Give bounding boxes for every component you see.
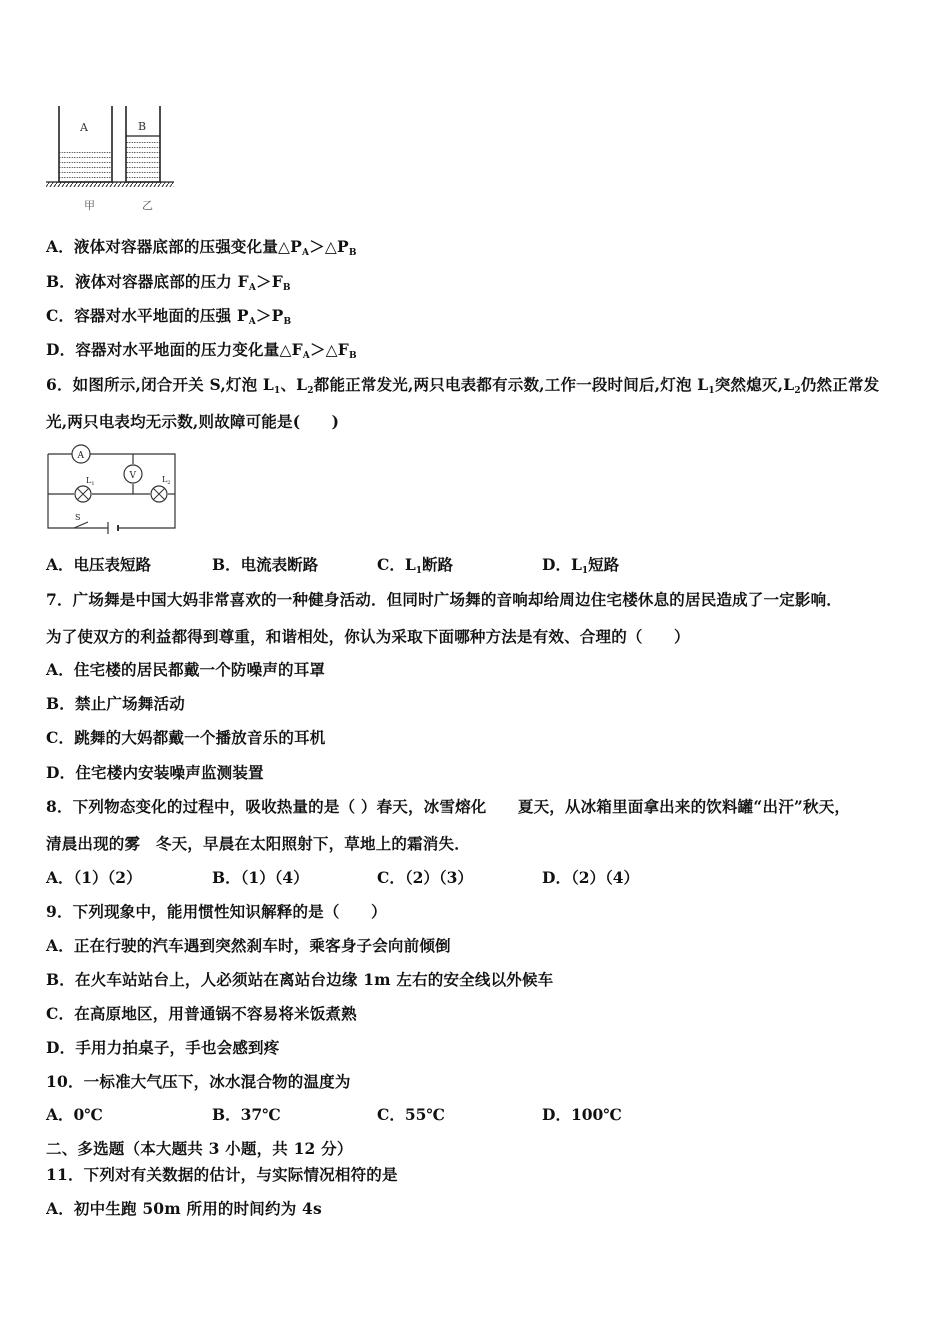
q7-stem-line1: 7．广场舞是中国大妈非常喜欢的一种健身活动．但同时广场舞的音响却给周边住宅楼休息的居民造成了一定影响． [46,590,842,609]
q6-option-d: D．$L_1$短路 [542,555,620,576]
q11-option-a: A．初中生跑 50m 所用的时间约为 4s [46,1199,322,1218]
q5-option-a: A．液体对容器底部的压强变化量$\triangle P_A>\triangle P_B$ [46,237,357,258]
container-a [59,106,112,182]
q8-stem-line1: 8．下列物态变化的过程中，吸收热量的是（ ）春天，冰雪熔化 夏天，从冰箱里面拿出来的饮料罐“出汗”秋天， [46,797,851,816]
circuit-diagram [44,442,184,536]
container-diagram [44,100,194,218]
label-a: A [80,121,88,134]
q9-option-c: C．在高原地区，用普通锅不容易将米饭煮熟 [46,1004,357,1023]
container-b [126,106,160,182]
svg-text:L2: $L_2$ [162,475,171,486]
q8-option-c: C．（2）（3） [377,868,473,887]
lamp-l2-icon [151,475,171,502]
q9-option-d: D．手用力拍桌子，手也会感到疼 [46,1038,280,1057]
q8-option-b: B．（1）（4） [212,868,309,887]
q7-option-c: C．跳舞的大妈都戴一个播放音乐的耳机 [46,728,326,747]
q7-stem-line2: 为了使双方的利益都得到尊重，和谐相处，你认为采取下面哪种方法是有效、合理的（ ） [46,627,690,646]
q9-option-b: B．在火车站站台上，人必须站在离站台边缘 1m 左右的安全线以外候车 [46,970,554,989]
q10-option-c: C．55℃ [377,1105,445,1124]
q11-stem: 11．下列对有关数据的估计，与实际情况相符的是 [46,1165,398,1184]
svg-text:A: A [77,451,84,461]
q6-stem-line1: 6．如图所示,闭合开关 S,灯泡 $L_1$、$L_2$都能正常发光,两只电表都有示数,工作一段时间后,灯泡 $L_1$突然熄灭$,L_2$仍然正常发 [46,375,880,396]
q8-stem-line2: 清晨出现的雾 冬天，早晨在太阳照射下，草地上的霜消失． [46,834,470,853]
q5-option-d: D．容器对水平地面的压力变化量$\triangle F_A>\triangle F_B$ [46,340,357,361]
caption-jia: 甲 [84,199,95,212]
q8-option-a: A．（1）（2） [46,868,142,887]
svg-text:L1: $L_1$ [86,476,95,487]
q10-option-a: A．0℃ [46,1105,103,1124]
section-heading: 二、多选题（本大题共 3 小题，共 12 分） [46,1139,353,1158]
voltmeter-icon [124,465,142,483]
q9-option-a: A．正在行驶的汽车遇到突然刹车时，乘客身子会向前倾倒 [46,936,451,955]
q10-option-b: B．37℃ [212,1105,281,1124]
q6-option-a: A．电压表短路 [46,555,152,574]
q9-stem: 9．下列现象中，能用惯性知识解释的是（ ） [46,902,387,921]
svg-text:S: S [75,513,81,522]
q6-option-b: B．电流表断路 [212,555,319,574]
q5-option-b: B．液体对容器底部的压力 $F_A>F_B$ [46,272,291,293]
q10-option-d: D．100℃ [542,1105,622,1124]
q10-stem: 10．一标准大气压下，冰水混合物的温度为 [46,1072,351,1091]
ammeter-icon [72,445,90,463]
q5-option-c: C．容器对水平地面的压强 $P_A>P_B$ [46,306,292,327]
caption-yi: 乙 [142,199,153,212]
q7-option-a: A．住宅楼的居民都戴一个防噪声的耳罩 [46,660,326,679]
q6-option-c: C．$L_1$断路 [377,555,454,576]
q7-option-b: B．禁止广场舞活动 [46,694,185,713]
q6-stem-line2: 光,两只电表均无示数,则故障可能是( ) [46,412,340,431]
q7-option-d: D．住宅楼内安装噪声监测装置 [46,763,264,782]
svg-text:V: V [129,471,136,481]
q8-option-d: D．（2）（4） [542,868,640,887]
battery-icon [108,522,118,534]
switch-icon [74,513,88,528]
label-b: B [138,120,147,133]
lamp-l1-icon [75,476,95,502]
ground-line [46,182,174,187]
